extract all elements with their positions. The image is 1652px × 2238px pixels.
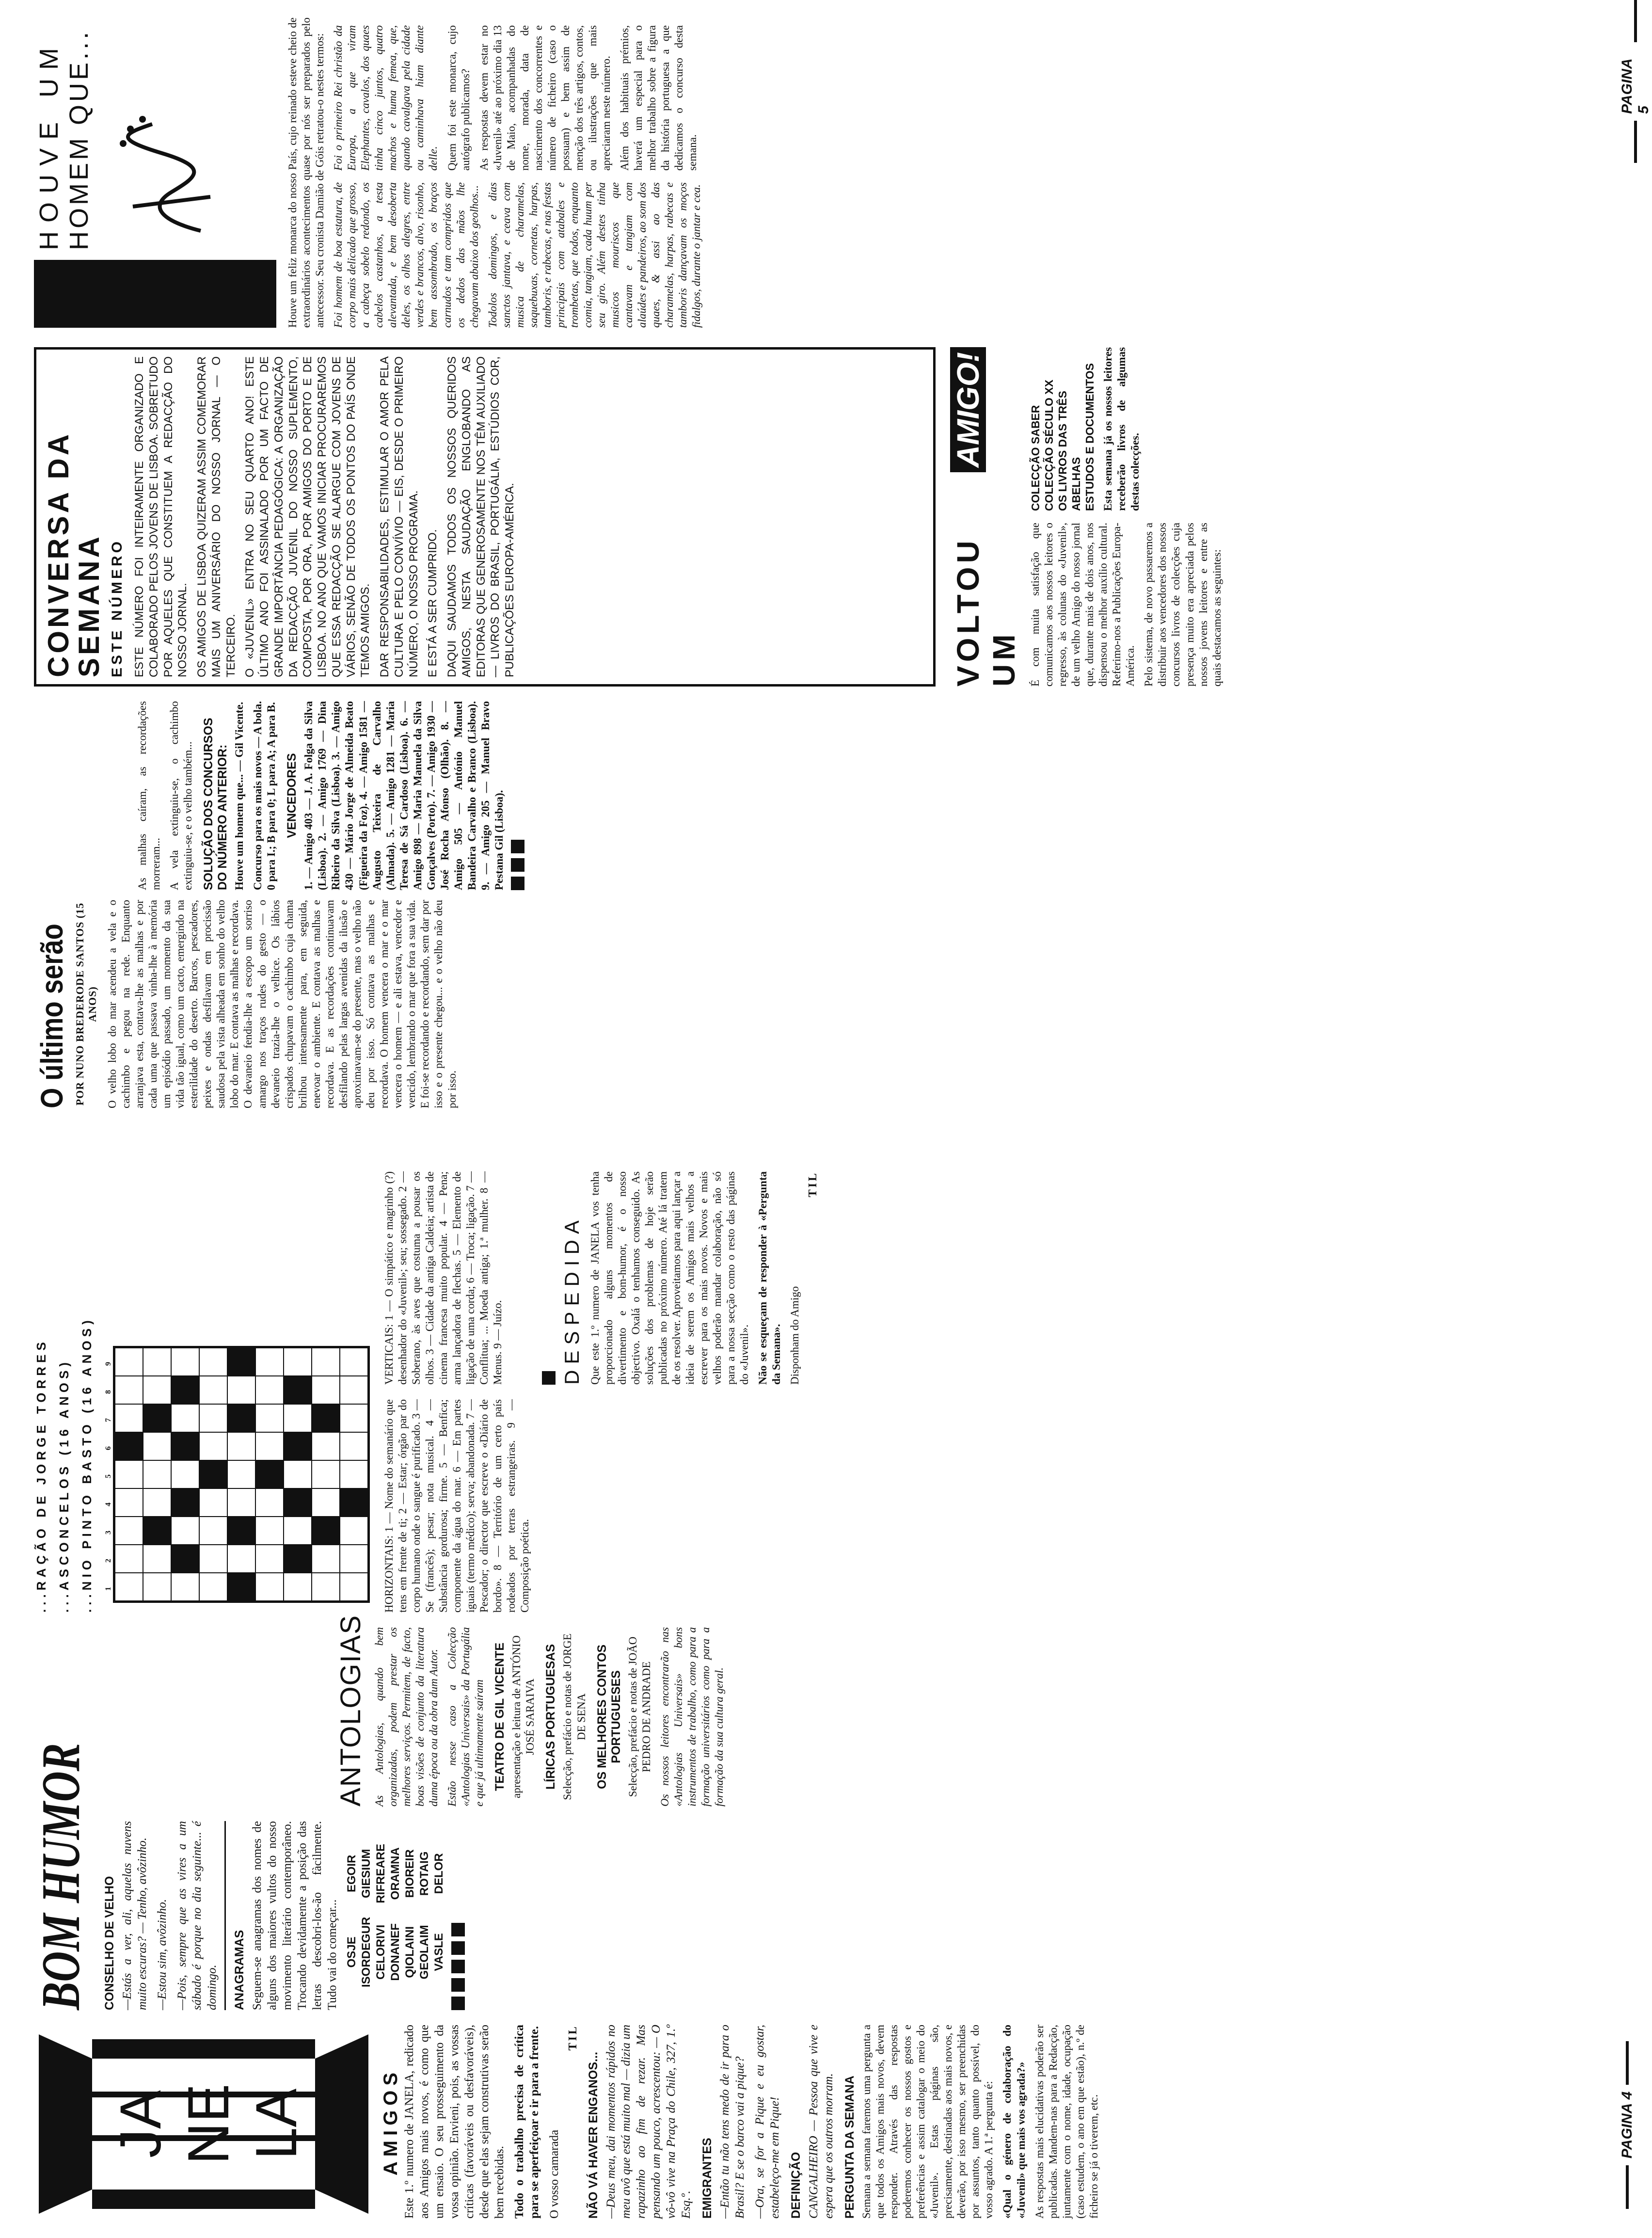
crossword-cell[interactable]: [143, 1460, 171, 1488]
crossword-cell[interactable]: [171, 1460, 199, 1488]
anagram-word: CELORIVI: [374, 1924, 387, 1980]
houve-quote-1: Foi homem de boa estatura, de corpo mais delicado que grosso, a cabeça sobelo redondo, os cabelos castanhos, a testa alevantada, e bem desoberta deles, os olhos alegres, entre verdes e brancos, alvo, risonho, bem assombrado, os braços carnudos e tam compridos que os dedos das mãos lhe chegavam abaixo dos geolhos...: [332, 182, 480, 328]
anagram-row: [417, 1837, 432, 1994]
folio-right: [1619, 0, 1652, 163]
horizontais-clues: HORIZONTAIS: 1 — Nome do semanário que tens em frente de ti; 2 — Estar; órgão par do corpo humano onde o sangue é purificado. 3 — Se (francês); pesar; nota musical. 4 — Substância gordurosa; firme. 5 — Benfica; componente da água do mar. 6 — Em partes iguais (termo médico); serva; abandonada. 7 — Pescador; o director que escreve o «Diário de bordo». 8 — Território de um certo país rodeados por terras estrangeiras. 9 — Composição poética.: [383, 1399, 531, 1613]
janela-column-2: [31, 1743, 470, 2010]
black-banner: [34, 260, 276, 328]
logo-line-3: LA: [244, 2088, 309, 2160]
anagramas-p1: Seguem-se anagramas dos nomes de alguns dos maiores vultos do nosso movimento literário contemporâneo. Trocando devidamente a posição das letras descobri-los-ão fàcilmente. Tudo vai do começar...: [251, 1821, 339, 2010]
crossword-black-cell: [340, 1488, 368, 1517]
crossword-cell[interactable]: [312, 1488, 340, 1517]
conversa-title: CONVERSA DA SEMANA: [42, 432, 105, 677]
antologias-heading: ANTOLOGIAS: [335, 1614, 366, 1806]
crossword-cell[interactable]: [340, 1545, 368, 1573]
conversa-subtitle: ESTE NÚMERO: [109, 538, 125, 677]
winners-list: 1. — Amigo 403 — J. A. Folga da Silva (Lisboa). 2. — Amigo 1769 — Dina Ribeiro da Silva (Lisboa). 3. — Amigo 430 — Mário Jorge de Almeida Beato (Figueira da Foz). 4. — Amigo 1581 — Augusto Teixeira de Carvalho (Almada). 5. — Amigo 1281 — Maria Teresa de Sá Cardoso (Lisboa). 6. — Amigo 898 — Maria Manuela da Silva Gonçalves (Porto). 7. — Amigo 1930 — José Rocha Afonso (Olhão). 8. — Amigo 505 — António Manuel Bandeira Carvalho e Branco (Lisboa). 9. — Amigo 205 — Manuel Bravo Pestana Gil (Lisboa).: [302, 701, 505, 890]
crossword-black-cell: [143, 1517, 171, 1545]
crossword-number: 7: [104, 1418, 112, 1422]
crossword-cell[interactable]: [312, 1432, 340, 1460]
anagram-row: [388, 1837, 403, 1994]
houve-p1: Houve um feliz monarca do nosso País, cujo reinado esteve cheio de extraordinários acontecimentos quase por nós ser preparados pelo antecessor. Seu cronista Damião de Góis retratou-o nestes termos:: [286, 17, 326, 328]
conversa-p4: DAR RESPONSABILIDADES, ESTIMULAR O AMOR PELA CULTURA E PELO CONVÍVIO — EIS, DESDE O PRIMEIRO NÚMERO, O NOSSO PROGRAMA.: [378, 356, 420, 677]
crossword-black-cell: [171, 1376, 199, 1404]
crossword-cell[interactable]: [312, 1545, 340, 1573]
crossword-cell[interactable]: [255, 1517, 284, 1545]
antologias-p1: As Antologias, quando bem organizadas, podem prestar os melhores serviços. Permitem, de facto, boas visões de conjunto da literatura duma época ou da obra dum Autor.: [373, 1627, 440, 1806]
crossword-section: [34, 1147, 820, 1613]
amigos-p3: O vosso camarada: [548, 2129, 561, 2219]
definicao-p1: CANGALHEIRO — Pessoa que vive e espera que os outros morram.: [807, 2025, 835, 2219]
anagram-word: RIFREARE: [374, 1843, 387, 1903]
conversa-p5: E ESTÁ A SER CUMPRIDO.: [426, 529, 440, 677]
despedida-p2: Não se esqueçam de responder à «Pergunta da Semana».: [757, 1171, 783, 1385]
janela-column-1: [34, 2025, 1106, 2219]
crossword-cell[interactable]: [143, 1545, 171, 1573]
pergunta-p3: As respostas mais elucidativas poderão ser publicadas. Mandem-nas para a Redacção, juntamente com o nome, idade, ocupação (caso estudem, o ano em que estão), n.º de ficheiro se já o tiverem, etc.: [1033, 2025, 1100, 2219]
crossword-black-cell: [227, 1517, 255, 1545]
anagram-row: [359, 1837, 374, 1994]
houve-quote-2: Todolos domingos, e dias sanctos jantava, e ceava com musica de charamelas, saquebuxas, cornetas, harpas, tamboris, e rabecas, e nas festas principais com atabales e trombetas, que todos, enquanto comia, tangiam, cada huum per seu giro. Além destes tinha musicos mouriscos que cantavam e tangiam com alaúdes e pandeiros, ao som dos quaes, & assi ao das charamelas, harpas, rabecas e tamboris dançavam os moços fidalgos, durante o jantar e cea.: [486, 182, 703, 328]
crossword-cell[interactable]: [115, 1545, 143, 1573]
anagram-row: [432, 1837, 446, 1994]
serao-column-1: [34, 900, 464, 1108]
anagram-word: DELOR: [432, 1853, 445, 1894]
janela-page: [0, 1123, 1652, 2238]
collection-item: COLECÇÃO SÉCULO XX: [1043, 380, 1056, 511]
conselho-p3: —Pois, sempre que as vires a um sábado é porque no dia seguinte... é domingo.: [175, 1821, 219, 2010]
crossword-cell[interactable]: [227, 1460, 255, 1488]
crossword-cell[interactable]: [199, 1404, 227, 1432]
despedida-p3: Disponham do Amigo: [789, 1286, 801, 1385]
solution-p1: Houve um homem que... — Gil Vicente.: [233, 702, 246, 890]
crossword-cell[interactable]: [115, 1573, 143, 1601]
anagram-word: VASLE: [432, 1933, 445, 1971]
serao-p1: O velho lobo do mar acendeu a vela e o cachimbo e pegou na rede. Enquanto arranjava esta, contava-lhe as malhas e por cada uma que passava vinha-lhe à memória um episódio passado, um momento da sua vida tão igual, como um cacto, emergindo na esterilidade do deserto. Barcos, pescadores, peixes e ondas desfilavam em procissão saudosa pela vista alheada em sonho do velho lobo do mar. E contava as malhas e recordava. O devaneio fendia-lhe a escopo um sorriso amargo nos traços rudes do gesto — o devaneio trazia-lhe o velhice. Os lábios crispados chupavam o cachimbo cuja chama brilhou intensamente para, em seguida, enevoar o ambiente. E contava as malhas e recordava. E as recordações continuavam desfilando pelas largas avenidas da ilusão e aproximavam-se do presente, mas o velho não deu por isso. Só contava as malhas e recordava. O homem vencera o mar e o mar vencera o homem — e ali estava, vencedor e vencido, lembrando o mar que fora a sua vida. E foi-se recordando e recordando, sem dar por isso e o presente chegou... e o velho não deu por isso.: [106, 900, 459, 1108]
anagram-word: ORAMNA: [389, 1847, 402, 1900]
crossword-black-cell: [171, 1488, 199, 1517]
conselho-p1: —Estás a ver, ali, aquelas nuvens muito escuras? — Tenho, avôzinho.: [121, 1821, 149, 2010]
anagramas-heading: ANAGRAMAS: [233, 1930, 246, 2010]
houve-p3: As respostas devem estar no «Juvenil» até ao próximo dia 13 de Maio, acompanhadas do nome, morada, data de nascimento dos concorrentes e número de ficheiro (caso o possuam) e bem assim de menção dos três artigos, contos, ou ilustrações que mais apreciaram neste número.: [477, 25, 613, 171]
voltou-title-a: VOLTOU UM: [951, 537, 1021, 687]
book2-title: LÍRICAS PORTUGUESAS: [544, 1644, 558, 1790]
anagram-word: GEOLAIM: [418, 1925, 431, 1980]
crossword-cell[interactable]: [199, 1573, 227, 1601]
crossword-black-cell: [255, 1460, 284, 1488]
pergunta-p1: Semana a semana faremos uma pergunta a que todos os Amigos mais novos, devem responder. Através das respostas poderemos conhecer os nossos gostos e preferências e assim catalogar o meio do «Juvenil». Estas páginas são, precisamente, destinadas aos mais novos, e deverão, por isso mesmo, ser preenchidas por assuntos, tanto quanto possível, do vosso agrado. A 1.ª pergunta é:: [860, 2025, 995, 2219]
crossword-cell[interactable]: [312, 1573, 340, 1601]
crossword-cell[interactable]: [115, 1517, 143, 1545]
crossword-cell[interactable]: [284, 1404, 312, 1432]
anagram-row: [403, 1837, 417, 1994]
anagram-word: BIOREIR: [403, 1849, 416, 1898]
voltou-p3: Esta semana já os nossos leitores receberão livros de algumas destas colecções.: [1102, 347, 1142, 511]
crossword-black-cell: [312, 1517, 340, 1545]
voltou-p2: Pelo sistema, de novo passaremos a distribuir aos vencedores dos nossos concursos livros de colecções cuja presença muito era apreciada pelos nossos jovens leitores e entre as quais destacamos as seguintes:: [1143, 523, 1223, 687]
anagramas-table: [345, 1837, 446, 1994]
serao-column-2: [34, 701, 529, 890]
pergunta-p2: «Qual o género de colaboração do «Juvenil» que mais vos agrada?»: [1001, 2025, 1027, 2219]
conselho-heading: CONSELHO DE VELHO: [103, 1876, 116, 2010]
collection-item: ESTUDOS E DOCUMENTOS: [1083, 363, 1096, 511]
crossword-cell[interactable]: [115, 1376, 143, 1404]
conselho-p2: —Estou sim, avôzinho.: [156, 1899, 169, 2010]
crossword-black-cell: [171, 1545, 199, 1573]
crossword-black-cell: [284, 1545, 312, 1573]
crossword-cell[interactable]: [284, 1348, 312, 1376]
crossword-number: 3: [104, 1531, 112, 1535]
crossword-cell[interactable]: [340, 1404, 368, 1432]
crossword-cell[interactable]: [115, 1348, 143, 1376]
crossword-cell[interactable]: [340, 1432, 368, 1460]
emigrantes-heading: EMIGRANTES: [700, 2138, 714, 2219]
crossword-number: 8: [104, 1390, 112, 1394]
janela-column-3: [34, 1614, 731, 1806]
crossword-cell[interactable]: [199, 1348, 227, 1376]
despedida-heading: DESPEDIDA: [560, 1215, 583, 1385]
conversa-box: [34, 347, 936, 687]
square-divider: [511, 701, 524, 890]
emigrantes-p1: —Então tu não tens medo de ir para o Brasil? E se o barco vai a pique?: [718, 2025, 747, 2219]
crossword-cell[interactable]: [115, 1488, 143, 1517]
amigos-p1: Este 1.º numero de JANELA, redicado aos Amigos mais novos, é como que um ensaio. O seu prosseguimento da vossa opinião. Envieni, pois, as vossas críticas (favoráveis ou desfavoráveis), desde que elas sejam construtivas serão bem recebidas.: [403, 2025, 506, 2219]
winners-heading: VENCEDORES: [285, 753, 299, 838]
crossword-black-cell: [199, 1460, 227, 1488]
serao-title: O último serão: [34, 924, 69, 1108]
anagram-word: ISORDEGUR: [360, 1917, 373, 1988]
crossword-cell[interactable]: [199, 1488, 227, 1517]
crossword-cell[interactable]: [340, 1376, 368, 1404]
crossword-cell[interactable]: [255, 1488, 284, 1517]
bom-humor-title: BOM HUMOR: [31, 1743, 91, 2010]
logo-line-2: NE: [176, 2083, 241, 2165]
houve-section: [34, 17, 708, 328]
antologias-p3: Os nossos leitores encontrarão nas «Antologias Universais» bons instrumentos de trabalho, como para a formação universitários como para a formação da sua cultura geral.: [658, 1627, 725, 1806]
houve-title-a: HOUVE UM: [34, 39, 64, 250]
conversa-p3: O «JUVENIL» ENTRA NO SEU QUARTO ANO! ESTE ÚLTIMO ANO FOI ASSINALADO POR UM FACTO DE GRANDE IMPORTÂNCIA PEDAGÓGICA: A ORGANIZAÇÃO DA REDACÇÃO JUVENIL DO NOSSO SUPLEMENTO, COMPOSTA, POR ORA, POR AMIGOS DO PORTO E DE LISBOA. NO ANO QUE VAMOS INICIAR PROCURAREMOS QUE ESSA REDACÇÃO SE ALARGUE COM JOVENS DE VÁRIOS, SENÃO DE TODOS OS PONTOS DO PAÍS ONDE TEMOS AMIGOS.: [243, 356, 372, 677]
crossword-black-cell: [143, 1404, 171, 1432]
divider: [224, 1821, 226, 2010]
crossword-cell[interactable]: [227, 1488, 255, 1517]
logo-line-1: JA: [108, 2090, 173, 2158]
crossword-cell[interactable]: [312, 1460, 340, 1488]
anagram-word: EGOIR: [345, 1854, 358, 1892]
crossword-cell[interactable]: [143, 1376, 171, 1404]
crossword-credit-1: ...RAÇÃO DE JORGE TORRES: [34, 1338, 48, 1613]
crossword-cell[interactable]: [312, 1348, 340, 1376]
crossword-black-cell: [115, 1432, 143, 1460]
crossword-black-cell: [284, 1432, 312, 1460]
pergunta-heading: PERGUNTA DA SEMANA: [843, 2076, 857, 2219]
voltou-p1: É com muita satisfação que comunicamos aos nossos leitores o regresso, às colunas do «Juvenil», de um velho Amigo do nosso jornal que, durante mais de dois anos, nos dispensou o melhor auxílio cultural. Referimo-nos a Publicações Europa-América.: [1029, 523, 1137, 687]
crossword-cell[interactable]: [199, 1432, 227, 1460]
anagram-word: QIOLAINI: [403, 1926, 416, 1978]
amigos-heading: AMIGOS: [380, 2067, 401, 2176]
anagram-word: GIESIUM: [360, 1849, 373, 1898]
conversa-p1: ESTE NÚMERO FOI INTEIRAMENTE ORGANIZADO E COLABORADO PELOS JOVENS DE LISBOA. SOBRETUDO POR AQUELES QUE CONSTITUEM A REDACÇÃO DO NOSSO JORNAL.: [133, 356, 190, 677]
anagram-word: DONANEF: [389, 1923, 402, 1981]
autograph-signature-icon: [104, 105, 230, 250]
book3-by: Selecção, prefácio e notas de JOÃO PEDRO DE ANDRADE: [626, 1636, 652, 1797]
crossword-cell[interactable]: [284, 1517, 312, 1545]
enganos-p1: —Deus meu, dai momentos rápidos no meu avô que está muito mal — dizia um rapazinho ao fim de rezar. Mas pensando um pouco, acrescentou: — O vô-vô vive na Praça do Chile, 327, 1.º Esq.º.: [604, 2025, 693, 2219]
crossword-cell[interactable]: [171, 1573, 199, 1601]
crossword-black-cell: [312, 1404, 340, 1432]
crossword-cell[interactable]: [255, 1573, 284, 1601]
crossword-black-cell: [171, 1432, 199, 1460]
crossword-number: 5: [104, 1474, 112, 1478]
crossword-cell[interactable]: [255, 1545, 284, 1573]
crossword-cell[interactable]: [143, 1573, 171, 1601]
crossword-cell[interactable]: [171, 1348, 199, 1376]
crossword-col-numbers: [104, 1346, 113, 1603]
crossword-cell[interactable]: [227, 1432, 255, 1460]
anagram-row: [374, 1837, 388, 1994]
houve-title-b: HOMEM QUE...: [64, 29, 94, 250]
crossword-cell[interactable]: [227, 1545, 255, 1573]
houve-p4: Além dos habituais prémios, haverá um especial para o melhor trabalho sobre a figura da história portuguesa a que dedicamos o concurso desta semana.: [619, 25, 699, 171]
crossword-cell[interactable]: [115, 1460, 143, 1488]
crossword-cell[interactable]: [227, 1376, 255, 1404]
folio-left-label: PAGINA 4: [1619, 2091, 1635, 2158]
crossword-cell[interactable]: [255, 1404, 284, 1432]
voltou-title-b: AMIGO!: [950, 347, 986, 472]
enganos-heading: NÃO VÁ HAVER ENGANOS...: [587, 2051, 600, 2219]
crossword-black-cell: [284, 1488, 312, 1517]
janela-logo: [34, 2030, 373, 2219]
amigos-signature: TIL: [567, 2025, 579, 2051]
anagram-row: [345, 1837, 359, 1994]
crossword-cell[interactable]: [340, 1348, 368, 1376]
crossword-cell[interactable]: [143, 1432, 171, 1460]
crossword-cell[interactable]: [171, 1517, 199, 1545]
crossword-number: 9: [104, 1362, 112, 1366]
serao-p2: As malhas caíram, as recordações morreram...: [136, 701, 162, 890]
despedida-p1: Que este 1.º numero de JANELA vos tenha proporcionado alguns momentos de divertimento e bom-humor, é o nosso objectivo. Oxalá o tenhamos conseguido. As soluções dos problemas de hoje serão publicadas no próximo número. Até lá tratem de os resolver. Aproveitamos para aqui lançar a ideia de serem os Amigos mais velhos a escrever para os mais novos. Novos e mais velhos poderão mandar colaboração, não só para a nossa secção como o resto das páginas do «Juvenil».: [588, 1171, 751, 1385]
crossword-cell[interactable]: [340, 1573, 368, 1601]
book1-title: TEATRO DE GIL VICENTE: [493, 1642, 507, 1791]
anagram-word: ROTAIG: [418, 1851, 431, 1896]
crossword-black-cell: [227, 1348, 255, 1376]
emigrantes-p2: —Ora, se for a Pique e eu gostar, estabeleço-me em Pique!: [753, 2025, 781, 2219]
crossword-cell[interactable]: [255, 1376, 284, 1404]
collection-item: OS LIVROS DAS TRÊS ABELHAS: [1056, 391, 1083, 511]
conversa-p6: DAQUI SAUDAMOS TODOS OS NOSSOS QUERIDOS AMIGOS, NESTA SAUDAÇÃO ENGLOBANDO AS EDITORAS QUE GENEROSAMENTE NOS TÊM AUXILIADO — LIVROS DO BRASIL, PORTUGÁLIA, ESTÚDIOS COR, PUBLICAÇÕES EUROPA-AMÉRICA.: [445, 356, 516, 677]
solution-p2: Concurso para os mais novos — A bola. 0 para I.; B para 0; L para A; A para B.: [252, 701, 278, 890]
square-divider: [542, 1171, 556, 1385]
crossword-cell[interactable]: [312, 1376, 340, 1404]
book1-by: apresentação e leitura de ANTÓNIO JOSÉ SARAIVA: [510, 1635, 537, 1798]
square-divider: [451, 1821, 465, 2010]
crossword-cell[interactable]: [199, 1517, 227, 1545]
crossword-cell[interactable]: [340, 1460, 368, 1488]
crossword-number: 1: [104, 1587, 112, 1591]
amigos-p2: Todo o trabalho precisa de crítica para se aperfeiçoar e ir para a frente.: [513, 2025, 541, 2219]
crossword-cell[interactable]: [255, 1348, 284, 1376]
antologias-p2: Estão nesse caso a Colecção «Antologias Universais» da Portugália e que já ultimamente saíram: [446, 1627, 486, 1806]
voltou-section: [950, 347, 1229, 687]
crossword-grid[interactable]: [113, 1346, 370, 1603]
crossword-cell[interactable]: [284, 1460, 312, 1488]
crossword-cell[interactable]: [340, 1517, 368, 1545]
crossword-cell[interactable]: [199, 1376, 227, 1404]
serao-p3: A vela extinguiu-se, o cachimbo extinguiu-se, e o velho também...: [168, 701, 194, 890]
crossword-black-cell: [284, 1376, 312, 1404]
crossword-cell[interactable]: [199, 1545, 227, 1573]
crossword-cell[interactable]: [115, 1404, 143, 1432]
despedida-signature: TIL: [807, 1171, 820, 1198]
houve-quote-3: Foi o primeiro Rei christão da Europa, a que viram Elephantes, cavalos, dos quaes tinha cinco juntos, quatro machos e huma femea, que, quando cavalgava pela cidade ou caminhava hiam diante delle.: [332, 25, 440, 171]
serao-byline: POR NUNO BREDERODE SANTOS (15 ANOS): [74, 902, 98, 1106]
crossword-cell[interactable]: [143, 1488, 171, 1517]
book3-title: OS MELHORES CONTOS PORTUGUESES: [595, 1644, 623, 1790]
crossword-cell[interactable]: [171, 1404, 199, 1432]
folio-right-label: PAGINA 5: [1619, 59, 1652, 114]
folio-left: [1619, 2041, 1636, 2209]
collection-item: COLECÇÃO SABER: [1029, 405, 1042, 511]
crossword-cell[interactable]: [143, 1348, 171, 1376]
crossword-black-cell: [227, 1573, 255, 1601]
crossword-cell[interactable]: [255, 1432, 284, 1460]
anagram-word: OSJE: [345, 1936, 358, 1968]
crossword-number: 4: [104, 1503, 112, 1506]
crossword-cell[interactable]: [284, 1573, 312, 1601]
crossword-number: 2: [104, 1559, 112, 1563]
verticais-clues: VERTICAIS: 1 — O simpático e magrinho (?) desenhador do «Juvenil»; seu; sossegado. 2 — Soberano, às aves que costuma a pousar os olhos. 3 — Cidade da antiga Caldeia; artista de cinema francesa muito popular. 4 — Pena; arma lançadora de flechas. 5 — Elemento de ligação de uma corda; 6 — Troca; ligação. 7 — Conflitua; ... Moeda antiga; 1.ª mulher. 8 — Menus. 9 — Juízo.: [383, 1171, 504, 1385]
definicao-heading: DEFINIÇÃO: [789, 2152, 803, 2219]
crossword-credit-2: ...ASCONCELOS (16 ANOS): [57, 1359, 71, 1613]
solution-heading: SOLUÇÃO DOS CONCURSOS DO NÚMERO ANTERIOR:: [202, 718, 230, 890]
houve-p2: Quem foi este monarca, cujo autógrafo publicamos?: [445, 25, 472, 171]
crossword-credit-3: ...NIO PINTO BASTO (16 ANOS): [79, 1316, 94, 1613]
crossword-number: 6: [104, 1446, 112, 1450]
crossword-black-cell: [227, 1404, 255, 1432]
conversa-p2: OS AMIGOS DE LISBOA QUIZERAM ASSIM COMEMORAR MAIS UM ANIVERSÁRIO DO NOSSO JORNAL — O TERCEIRO.: [195, 356, 238, 677]
book2-by: Selecção, prefácio e notas de JORGE DE SENA: [561, 1633, 588, 1800]
